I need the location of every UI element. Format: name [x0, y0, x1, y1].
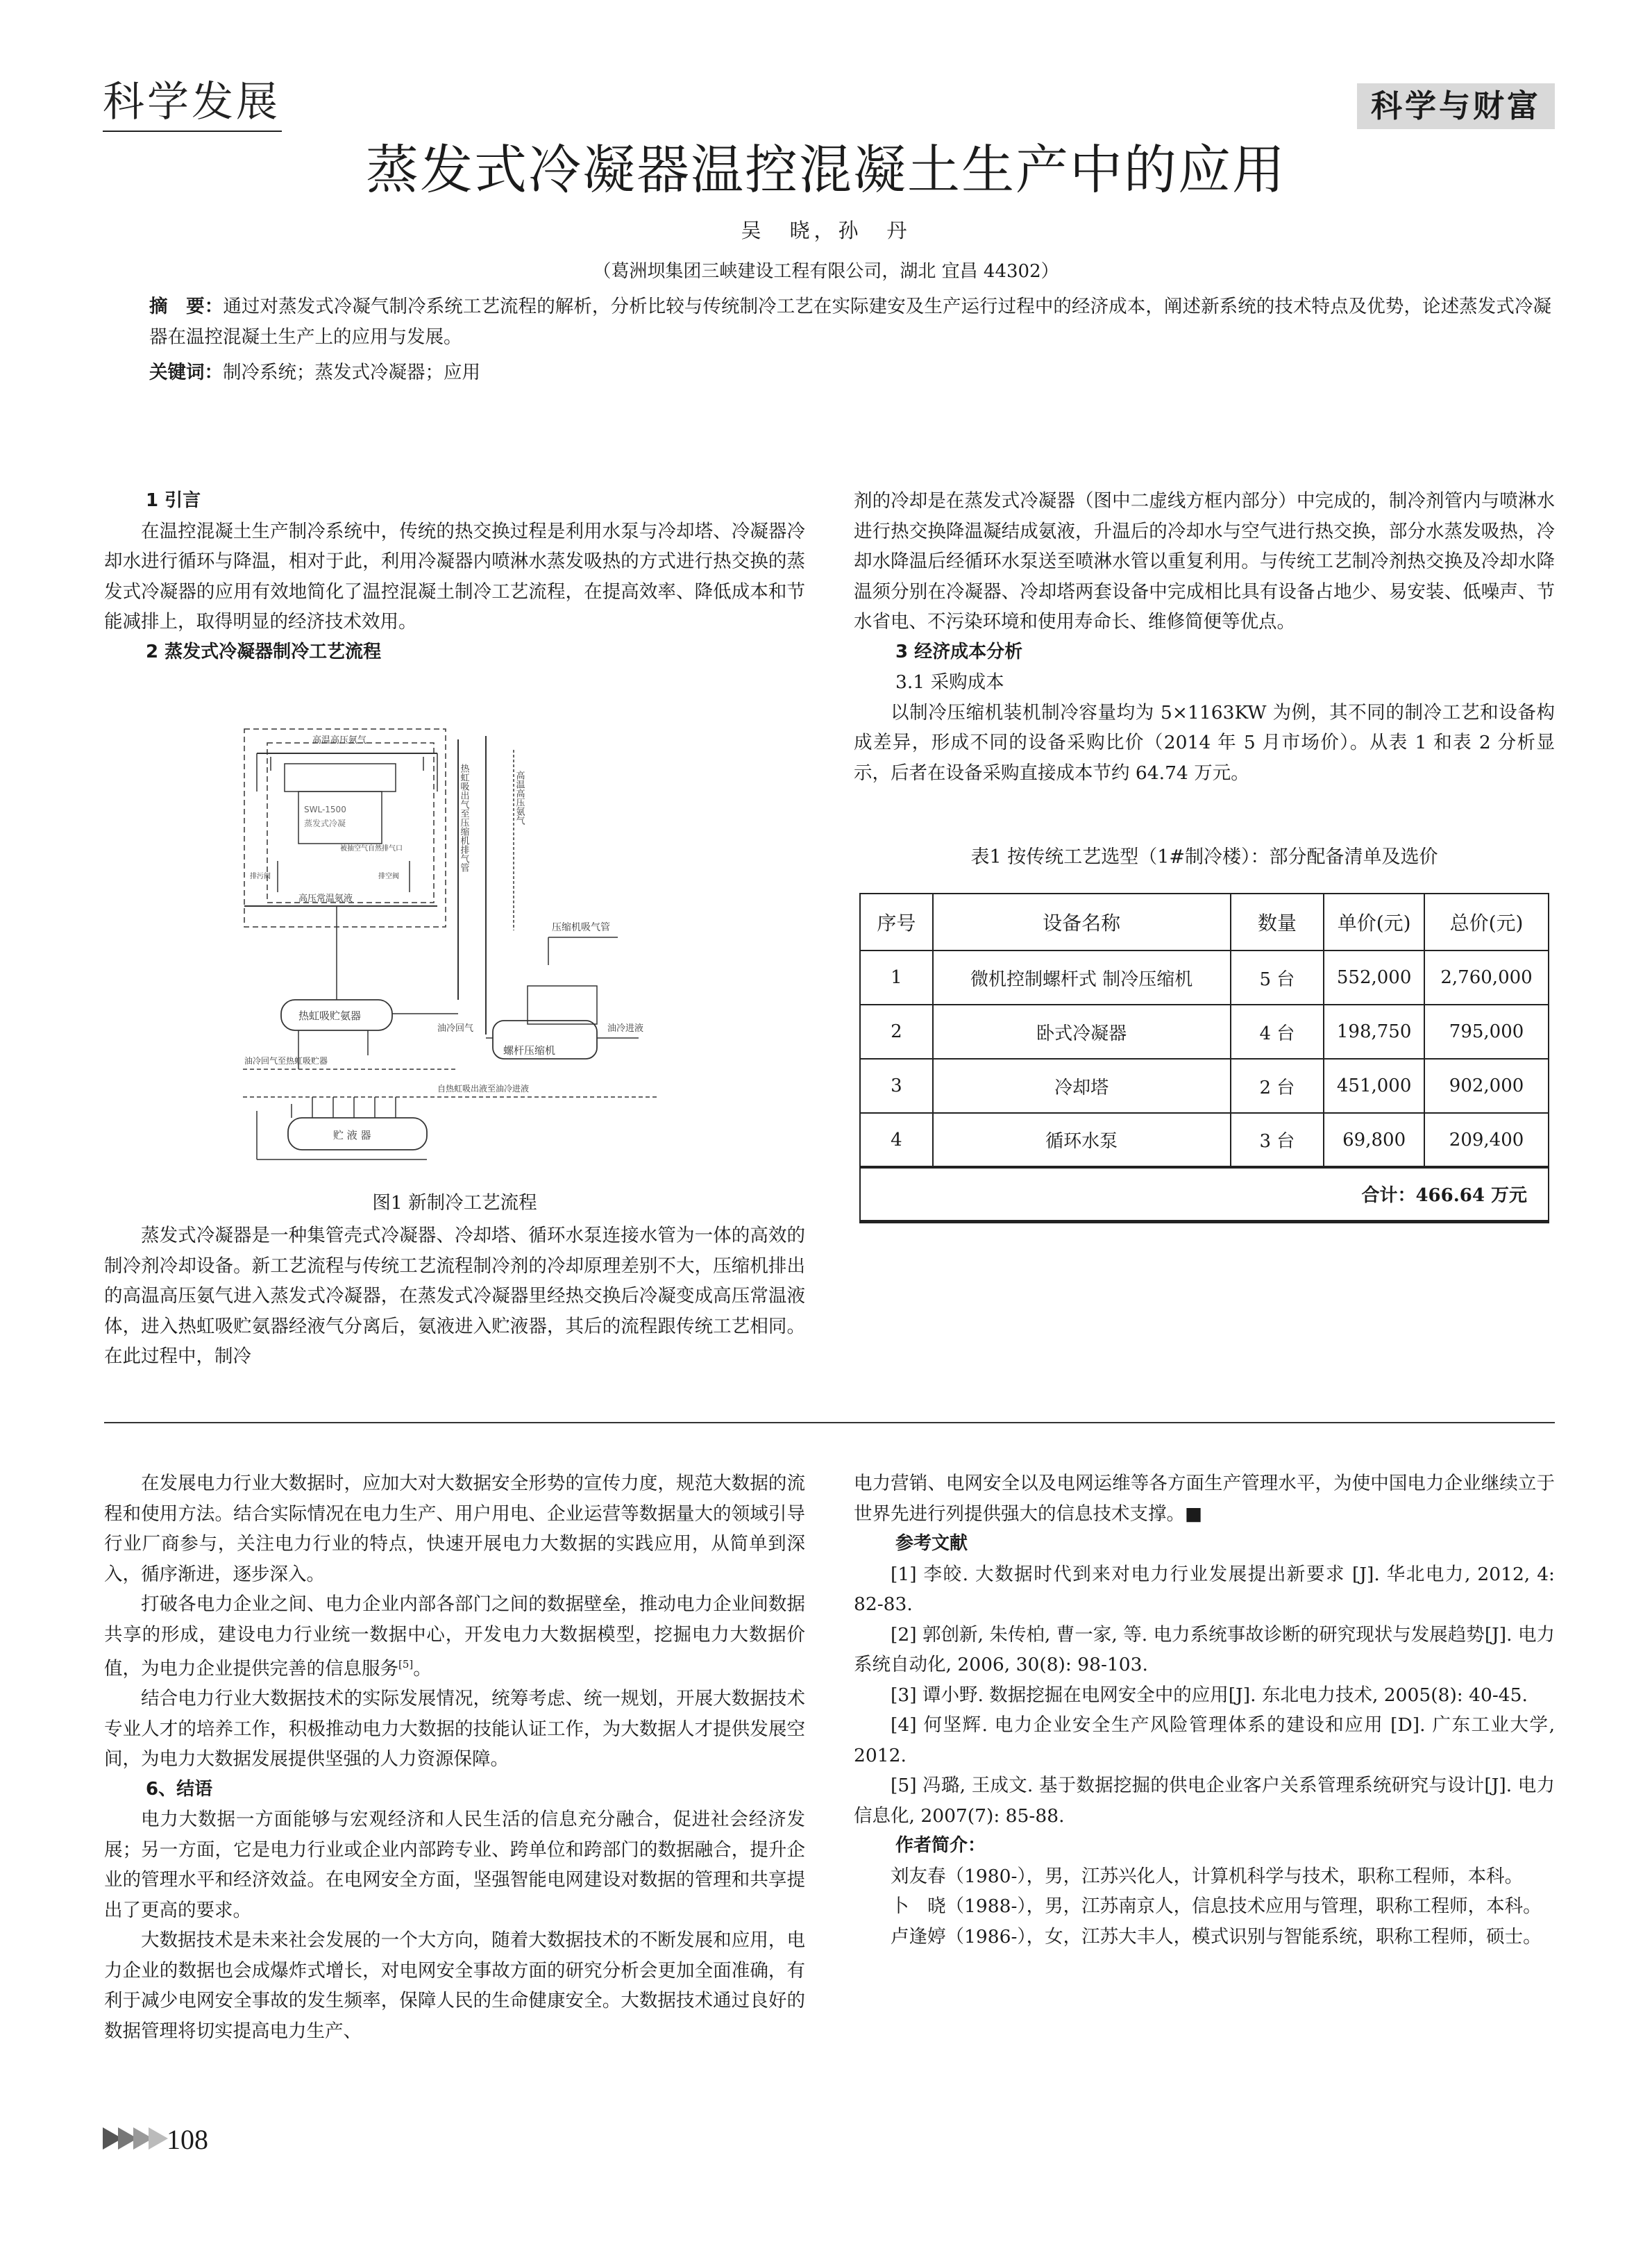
reference-item: [3] 谭小野. 数据挖掘在电网安全中的应用[J]. 东北电力技术, 2005(8): 40-45. — [891, 1684, 1528, 1706]
table-header-cell: 序号 — [860, 894, 933, 951]
label-siphon-liquid: 自热虹吸出液至油冷进液 — [437, 1084, 530, 1094]
reference-item: [5] 冯璐, 王成文. 基于数据挖掘的供电企业客户关系管理系统研究与设计[J]. 电力信息化, 2007(7): 85-88. — [854, 1775, 1555, 1827]
paragraph: 大数据技术是未来社会发展的一个大方向，随着大数据技术的不断发展和应用，电力企业的数据也会成爆炸式增长，对电网安全事故方面的研究分析会更加全面准确，有利于减少电网安全事故的发生频率，保障人民的生命健康安全。大数据技术通过良好的数据管理将切实提高电力生产、 — [104, 1929, 805, 2042]
paragraph: 电力营销、电网安全以及电网运维等各方面生产管理水平，为使中国电力企业继续立于世界先进行列提供强大的信息技术支撑。■ — [854, 1473, 1555, 1525]
label-compressor-suction: 压缩机吸气管 — [552, 922, 610, 933]
article-authors: 吴 晓，孙 丹 — [741, 219, 911, 242]
paragraph-text: 打破各电力企业之间、电力企业内部各部门之间的数据壁垒，推动电力企业间数据共享的形成，建设电力行业统一数据中心，开发电力大数据模型，挖掘电力大数据价值，为电力企业提供完善的信息服务 — [104, 1593, 805, 1680]
article-title: 蒸发式冷凝器温控混凝土生产中的应用 — [366, 139, 1286, 201]
table-cell: 795,000 — [1424, 1005, 1549, 1059]
section-heading-cost: 3 经济成本分析 — [895, 641, 1023, 662]
paragraph-process: 蒸发式冷凝器是一种集管壳式冷凝器、冷却塔、循环水泵连接水管为一体的高效的制冷剂冷却设备。新工艺流程与传统工艺流程制冷剂的冷却原理差别不大，压缩机排出的高温高压氨气进入蒸发式冷凝器，在蒸发式冷凝器里经热交换后冷凝变成高压常温液体，进入热虹吸贮氨器经液气分离后，氨液进入贮液器，其后的流程跟传统工艺相同。在此过程中，制冷 — [104, 1225, 805, 1367]
label-screw-compressor: 螺杆压缩机 — [503, 1044, 556, 1057]
abstract — [149, 292, 1551, 352]
refrigeration-process-diagram — [229, 722, 701, 1166]
table-cell: 卧式冷凝器 — [933, 1005, 1231, 1059]
column-left-lower — [104, 1468, 805, 2046]
label-mid: 高压常温氨液 — [298, 894, 353, 904]
reference-item: [4] 何坚辉. 电力企业安全生产风险管理体系的建设和应用 [D]. 广东工业大学, 2012. — [854, 1714, 1555, 1766]
paragraph — [104, 1589, 805, 1684]
table-cell: 2 — [860, 1005, 933, 1059]
table-cell: 198,750 — [1324, 1005, 1424, 1059]
paragraph-procurement: 以制冷压缩机装机制冷容量均为 5×1163KW 为例，其不同的制冷工艺和设备构成差异，形成不同的设备采购比价（2014 年 5 月市场价）。从表 1 和表 2 分析显示，后者在设备采购直接成本节约 64.74 万元。 — [854, 701, 1555, 784]
table-cell: 4 — [860, 1113, 933, 1167]
table-cell: 微机控制螺杆式 制冷压缩机 — [933, 951, 1231, 1005]
keywords-label: 关键词： — [149, 362, 223, 383]
reference-item: [2] 郭创新, 朱传柏, 曹一家, 等. 电力系统事故诊断的研究现状与发展趋势[J]. 电力系统自动化, 2006, 30(8): 98-103. — [854, 1623, 1555, 1675]
paragraph: 结合电力行业大数据技术的实际发展情况，统筹考虑、统一规划，开展大数据技术专业人才的培养工作，积极推动电力大数据的技能认证工作，为大数据人才提供发展空间，为电力大数据发展提供坚强的人力资源保障。 — [104, 1688, 805, 1770]
author-bio: 卜 晓（1988-），男，江苏南京人，信息技术应用与管理，职称工程师，本科。 — [891, 1895, 1542, 1917]
table-header-cell: 数量 — [1231, 894, 1324, 951]
table-cell: 451,000 — [1324, 1059, 1424, 1113]
table-cell: 552,000 — [1324, 951, 1424, 1005]
label-drain-valve: 排污阀 — [250, 873, 271, 880]
figure-caption: 图1 新制冷工艺流程 — [372, 1192, 537, 1214]
author-bio-heading: 作者简介： — [895, 1835, 986, 1856]
table-cell: 循环水泵 — [933, 1113, 1231, 1167]
author-bio: 刘友春（1980-），男，江苏兴化人，计算机科学与技术，职称工程师，本科。 — [891, 1865, 1524, 1887]
article-affiliation: （葛洲坝集团三峡建设工程有限公司，湖北 宜昌 44302） — [593, 261, 1059, 282]
table-header-row — [860, 894, 1549, 951]
dashed-box-inner — [267, 743, 434, 903]
table-cell: 2,760,000 — [1424, 951, 1549, 1005]
label-vent-valve: 排空阀 — [378, 873, 399, 880]
table-header-cell: 总价(元) — [1424, 894, 1549, 951]
column-right-lower — [854, 1468, 1555, 1952]
citation-marker: [5] — [398, 1658, 414, 1671]
unit-label-model: SWL-1500 — [304, 805, 346, 814]
equipment-table — [859, 893, 1549, 1223]
label-oil-supply: 油冷进液 — [607, 1023, 644, 1034]
paragraph-intro: 在温控混凝土生产制冷系统中，传统的热交换过程是利用水泵与冷却塔、冷凝器冷却水进行循环与降温，相对于此，利用冷凝器内喷淋水蒸发吸热的方式进行热交换的蒸发式冷凝器的应用有效地简化了温控混凝土制冷工艺流程，在提高效率、降低成本和节能减排上，取得明显的经济技术效用。 — [104, 520, 805, 633]
label-oil-return-siphon: 油冷回气至热虹吸贮器 — [244, 1056, 328, 1066]
compressor-motor — [528, 986, 597, 1024]
label-thermosiphon-receiver: 热虹吸贮氨器 — [298, 1010, 362, 1022]
table-cell: 69,800 — [1324, 1113, 1424, 1167]
label-air-vent: 被抽空气自然排气口 — [340, 845, 403, 853]
table-cell: 902,000 — [1424, 1059, 1549, 1113]
abstract-label: 摘 要： — [149, 296, 224, 317]
section-heading-process: 2 蒸发式冷凝器制冷工艺流程 — [146, 641, 382, 662]
page-arrows-icon — [103, 2125, 172, 2152]
label-top: 高温高压氨气 — [312, 735, 367, 746]
section-heading-conclusion: 6、结语 — [146, 1778, 213, 1800]
column-left-bottom — [104, 1221, 805, 1372]
table-cell: 2 台 — [1231, 1059, 1324, 1113]
label-liquid-receiver: 贮 液 器 — [333, 1129, 371, 1141]
paragraph: 在发展电力行业大数据时，应加大对大数据安全形势的宣传力度，规范大数据的流程和使用方法。结合实际情况在电力生产、用户用电、企业运营等数据量大的领域引导行业厂商参与，关注电力行业的特点，快速开展电力大数据的实践应用，从简单到深入，循序渐进，逐步深入。 — [104, 1473, 805, 1585]
journal-name-badge: 科学与财富 — [1357, 83, 1555, 129]
unit-label-name: 蒸发式冷凝 — [304, 819, 346, 828]
keywords — [149, 358, 1551, 388]
abstract-text: 通过对蒸发式冷凝气制冷系统工艺流程的解析，分析比较与传统制冷工艺在实际建安及生产运行过程中的经济成本，阐述新系统的技术特点及优势，论述蒸发式冷凝器在温控混凝土生产上的应用与发展。 — [149, 296, 1552, 348]
author-bio: 卢逢婷（1986-），女，江苏大丰人，模式识别与智能系统，职称工程师，硕士。 — [891, 1925, 1542, 1948]
page-number: 108 — [167, 2124, 208, 2155]
table-cell: 1 — [860, 951, 933, 1005]
table-row — [860, 1113, 1549, 1167]
paragraph: 电力大数据一方面能够与宏观经济和人民生活的信息充分融合，促进社会经济发展；另一方面，它是电力行业或企业内部跨专业、跨单位和跨部门的数据融合，提升企业的管理水平和经济效益。在电网安全方面，坚强智能电网建设对数据的管理和共享提出了更高的要求。 — [104, 1809, 805, 1921]
paragraph-condenser-cont: 剂的冷却是在蒸发式冷凝器（图中二虚线方框内部分）中完成的，制冷剂管内与喷淋水进行热交换降温凝结成氨液，升温后的冷却水与空气进行热交换，部分水蒸发吸热，冷却水降温后经循环水泵送至喷淋水管以重复利用。与传统工艺制冷剂热交换及冷却水降温须分别在冷凝器、冷却塔两套设备中完成相比具有设备占地少、易安装、低噪声、节水省电、不污染环境和使用寿命长、维修简便等优点。 — [854, 490, 1555, 633]
table-cell: 5 台 — [1231, 951, 1324, 1005]
subsection-heading-procurement: 3.1 采购成本 — [895, 671, 1004, 693]
table-row — [860, 1059, 1549, 1113]
table-cell: 3 台 — [1231, 1113, 1324, 1167]
column-right-top — [854, 486, 1555, 788]
keywords-text: 制冷系统；蒸发式冷凝器；应用 — [223, 362, 480, 383]
label-oil-return: 油冷回气 — [437, 1023, 474, 1034]
reference-item: [1] 李皎. 大数据时代到来对电力行业发展提出新要求 [J]. 华北电力, 2012, 4: 82-83. — [854, 1563, 1555, 1615]
table-cell: 冷却塔 — [933, 1059, 1231, 1113]
label-vertical-siphon: 热虹吸出气至压缩机排气管 — [458, 764, 469, 872]
table-total-row — [860, 1167, 1549, 1221]
table-row — [860, 1005, 1549, 1059]
references-heading: 参考文献 — [895, 1533, 968, 1554]
table-total-cell: 合计：466.64 万元 — [860, 1167, 1549, 1221]
condenser-unit — [298, 792, 382, 844]
section-header: 科学发展 — [103, 78, 280, 126]
table-header-cell: 单价(元) — [1324, 894, 1424, 951]
table-header-cell: 设备名称 — [933, 894, 1231, 951]
paragraph-end: 。 — [413, 1657, 432, 1680]
table-cell: 4 台 — [1231, 1005, 1324, 1059]
section-heading-intro: 1 引言 — [146, 490, 201, 511]
table-cell: 209,400 — [1424, 1113, 1549, 1167]
section-header-rule — [103, 131, 282, 132]
table-cell: 3 — [860, 1059, 933, 1113]
label-vertical-hot-gas: 高温高压氨气 — [514, 771, 525, 825]
column-left-top — [104, 486, 805, 667]
table-row — [860, 951, 1549, 1005]
article-divider — [104, 1422, 1555, 1423]
table-caption: 表1 按传统工艺选型（1#制冷楼）：部分配备清单及选价 — [970, 846, 1438, 868]
